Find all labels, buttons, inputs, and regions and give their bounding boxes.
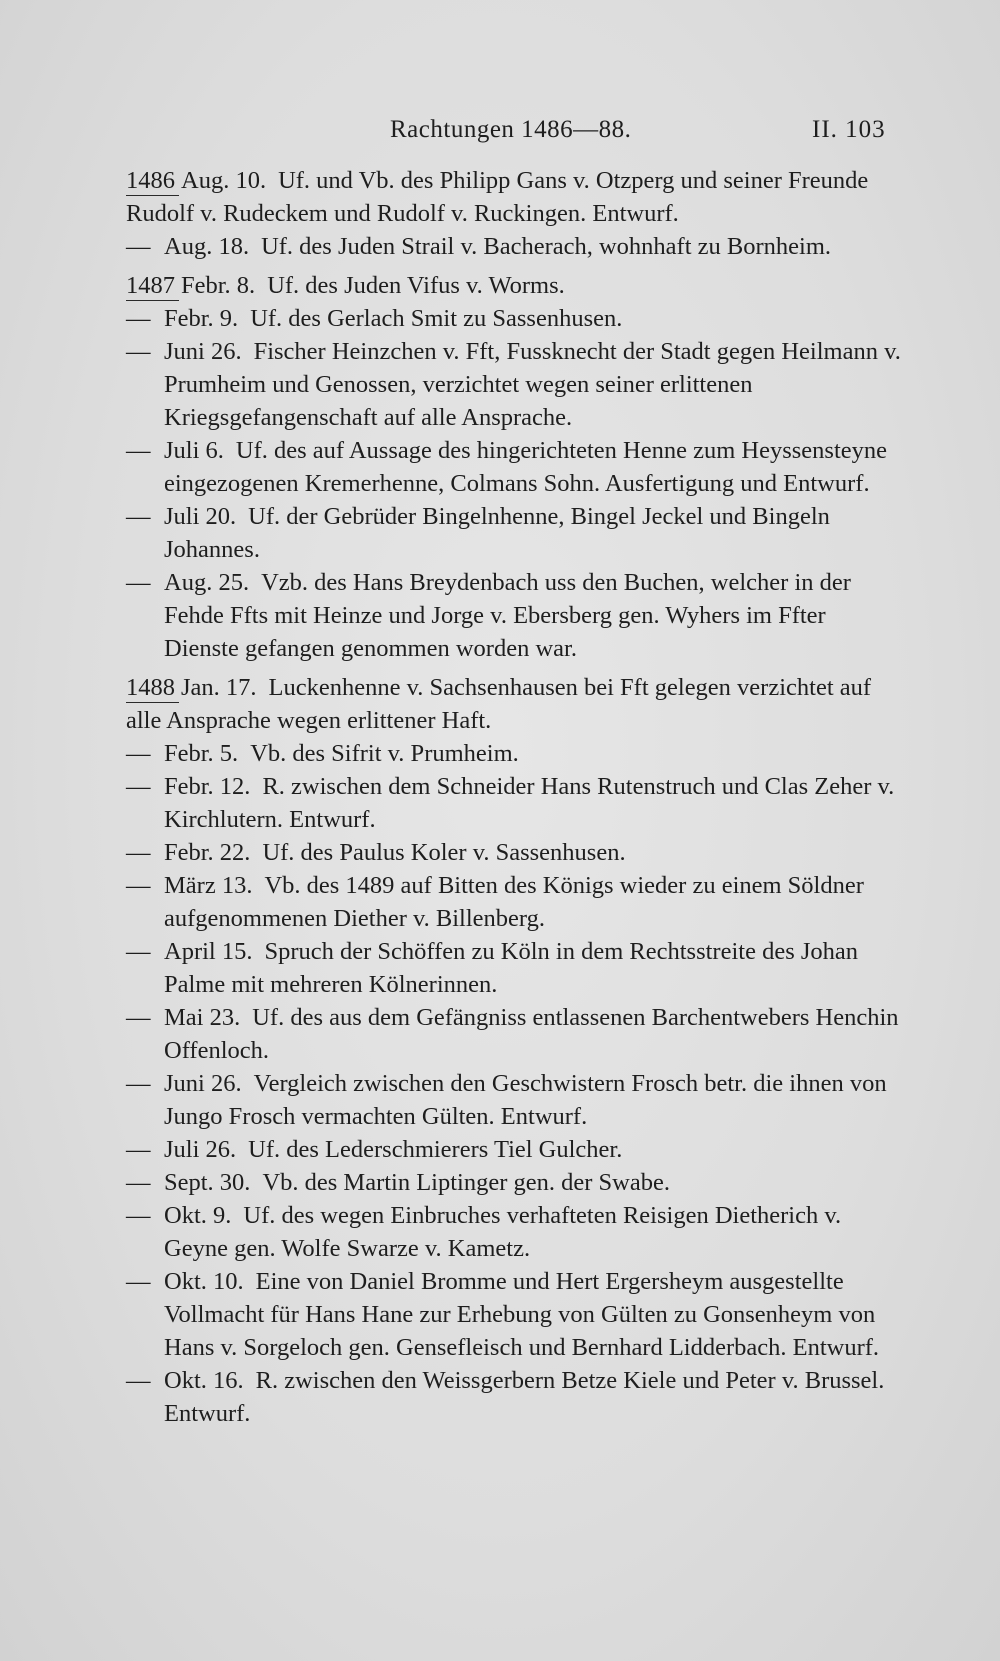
entry-date: März 13. [164,872,253,899]
entry-year: 1488 [126,674,179,703]
entry-text: Vergleich zwischen den Geschwistern Frosch betr. die ihnen von Jungo Frosch vermachten Gülten. Entwurf. [164,1070,887,1130]
entry-year: 1486 [126,167,179,196]
calendar-entry [126,1364,906,1430]
entry-date: Juli 20. [164,503,237,530]
ditto-dash: — [126,338,151,365]
calendar-entry [126,671,906,737]
entry-text: R. zwischen dem Schneider Hans Rutenstruch und Clas Zeher v. Kirchlutern. Entwurf. [164,773,895,833]
running-header [0,116,1000,152]
calendar-entry [126,230,906,263]
ditto-dash: — [126,233,151,260]
calendar-entry [126,1001,906,1067]
entry-text: Vb. des 1489 auf Bitten des Königs wieder zu einem Söldner aufgenommenen Diether v. Billenberg. [164,872,864,932]
ditto-dash: — [126,1004,151,1031]
entry-date: Febr. 22. [164,839,251,866]
entry-date: Febr. 8. [181,272,256,299]
ditto-dash: — [126,437,151,464]
ditto-dash: — [126,305,151,332]
ditto-dash: — [126,773,151,800]
entry-date: Aug. 18. [164,233,250,260]
entry-text: Spruch der Schöffen zu Köln in dem Rechtsstreite des Johan Palme mit mehreren Kölnerinnen. [164,938,859,998]
entry-text: Vb. des Sifrit v. Prumheim. [250,740,519,767]
entry-text: Fischer Heinzchen v. Fft, Fussknecht der Stadt gegen Heilmann v. Prumheim und Genossen, verzichtet wegen seiner erlittenen Kriegsgefangenschaft auf alle Ansprache. [164,338,901,431]
entry-text: Uf. der Gebrüder Bingelnhenne, Bingel Jeckel und Bingeln Johannes. [164,503,830,563]
ditto-dash: — [126,1169,151,1196]
entry-date: Juli 26. [164,1136,237,1163]
entry-text: R. zwischen den Weissgerbern Betze Kiele und Peter v. Brussel. Entwurf. [164,1367,885,1427]
calendar-entry [126,335,906,434]
entry-date: Febr. 9. [164,305,239,332]
calendar-entry [126,770,906,836]
calendar-entry [126,566,906,665]
calendar-entry [126,434,906,500]
calendar-entry [126,500,906,566]
calendar-entry [126,1265,906,1364]
entry-date: Aug. 10. [181,167,267,194]
entry-text: Uf. des Paulus Koler v. Sassenhusen. [262,839,626,866]
entry-date: Febr. 5. [164,740,239,767]
ditto-dash: — [126,1202,151,1229]
entry-date: Jan. 17. [181,674,257,701]
calendar-entry [126,269,906,302]
entry-date: Okt. 9. [164,1202,232,1229]
ditto-dash: — [126,839,151,866]
entry-year: 1487 [126,272,179,301]
entry-date: Sept. 30. [164,1169,251,1196]
ditto-dash: — [126,1070,151,1097]
ditto-dash: — [126,938,151,965]
entry-text: Eine von Daniel Bromme und Hert Ergersheym ausgestellte Vollmacht für Hans Hane zur Erhebung von Gülten zu Gonsenheym von Hans v. Sorgeloch gen. Gensefleisch und Bernhard Lidderbach. Entwurf. [164,1268,880,1361]
running-title: Rachtungen 1486—88. [390,116,632,143]
entry-text: Uf. des aus dem Gefängniss entlassenen Barchentwebers Henchin Offenloch. [164,1004,899,1064]
entry-date: Aug. 25. [164,569,250,596]
entry-text: Uf. des Juden Vifus v. Worms. [267,272,565,299]
calendar-entry [126,935,906,1001]
ditto-dash: — [126,740,151,767]
ditto-dash: — [126,1367,151,1394]
page-number: II. 103 [812,116,886,143]
entry-date: Juni 26. [164,338,242,365]
entry-date: Okt. 16. [164,1367,244,1394]
ditto-dash: — [126,872,151,899]
calendar-entry [126,1166,906,1199]
entry-text: Uf. des Gerlach Smit zu Sassenhusen. [250,305,623,332]
entry-text: Vzb. des Hans Breydenbach uss den Buchen, welcher in der Fehde Ffts mit Heinze und Jorge v. Ebersberg gen. Wyhers im Ffter Dienste gefangen genommen worden war. [164,569,851,662]
entry-date: Okt. 10. [164,1268,244,1295]
calendar-entry [126,1199,906,1265]
calendar-entry [126,164,906,230]
ditto-dash: — [126,569,151,596]
calendar-entry [126,302,906,335]
ditto-dash: — [126,1268,151,1295]
calendar-entry [126,1133,906,1166]
entry-text: Uf. des Juden Strail v. Bacherach, wohnhaft zu Bornheim. [261,233,832,260]
entry-list [126,164,906,1430]
entry-text: Uf. und Vb. des Philipp Gans v. Otzperg und seiner Freunde Rudolf v. Rudeckem und Rudolf v. Ruckingen. Entwurf. [126,167,869,227]
entry-text: Uf. des Lederschmierers Tiel Gulcher. [248,1136,623,1163]
calendar-entry [126,1067,906,1133]
calendar-entry [126,869,906,935]
calendar-entry [126,836,906,869]
entry-date: April 15. [164,938,253,965]
entry-date: Juli 6. [164,437,224,464]
entry-text: Uf. des auf Aussage des hingerichteten Henne zum Heyssensteyne eingezogenen Kremerhenne, Colmans Sohn. Ausfertigung und Entwurf. [164,437,887,497]
entry-date: Mai 23. [164,1004,241,1031]
ditto-dash: — [126,503,151,530]
entry-text: Uf. des wegen Einbruches verhafteten Reisigen Dietherich v. Geyne gen. Wolfe Swarze v. Kametz. [164,1202,842,1262]
ditto-dash: — [126,1136,151,1163]
entry-date: Juni 26. [164,1070,242,1097]
calendar-entry [126,737,906,770]
entry-date: Febr. 12. [164,773,251,800]
entry-text: Luckenhenne v. Sachsenhausen bei Fft gelegen verzichtet auf alle Ansprache wegen erlittener Haft. [126,674,872,734]
entry-text: Vb. des Martin Liptinger gen. der Swabe. [262,1169,670,1196]
